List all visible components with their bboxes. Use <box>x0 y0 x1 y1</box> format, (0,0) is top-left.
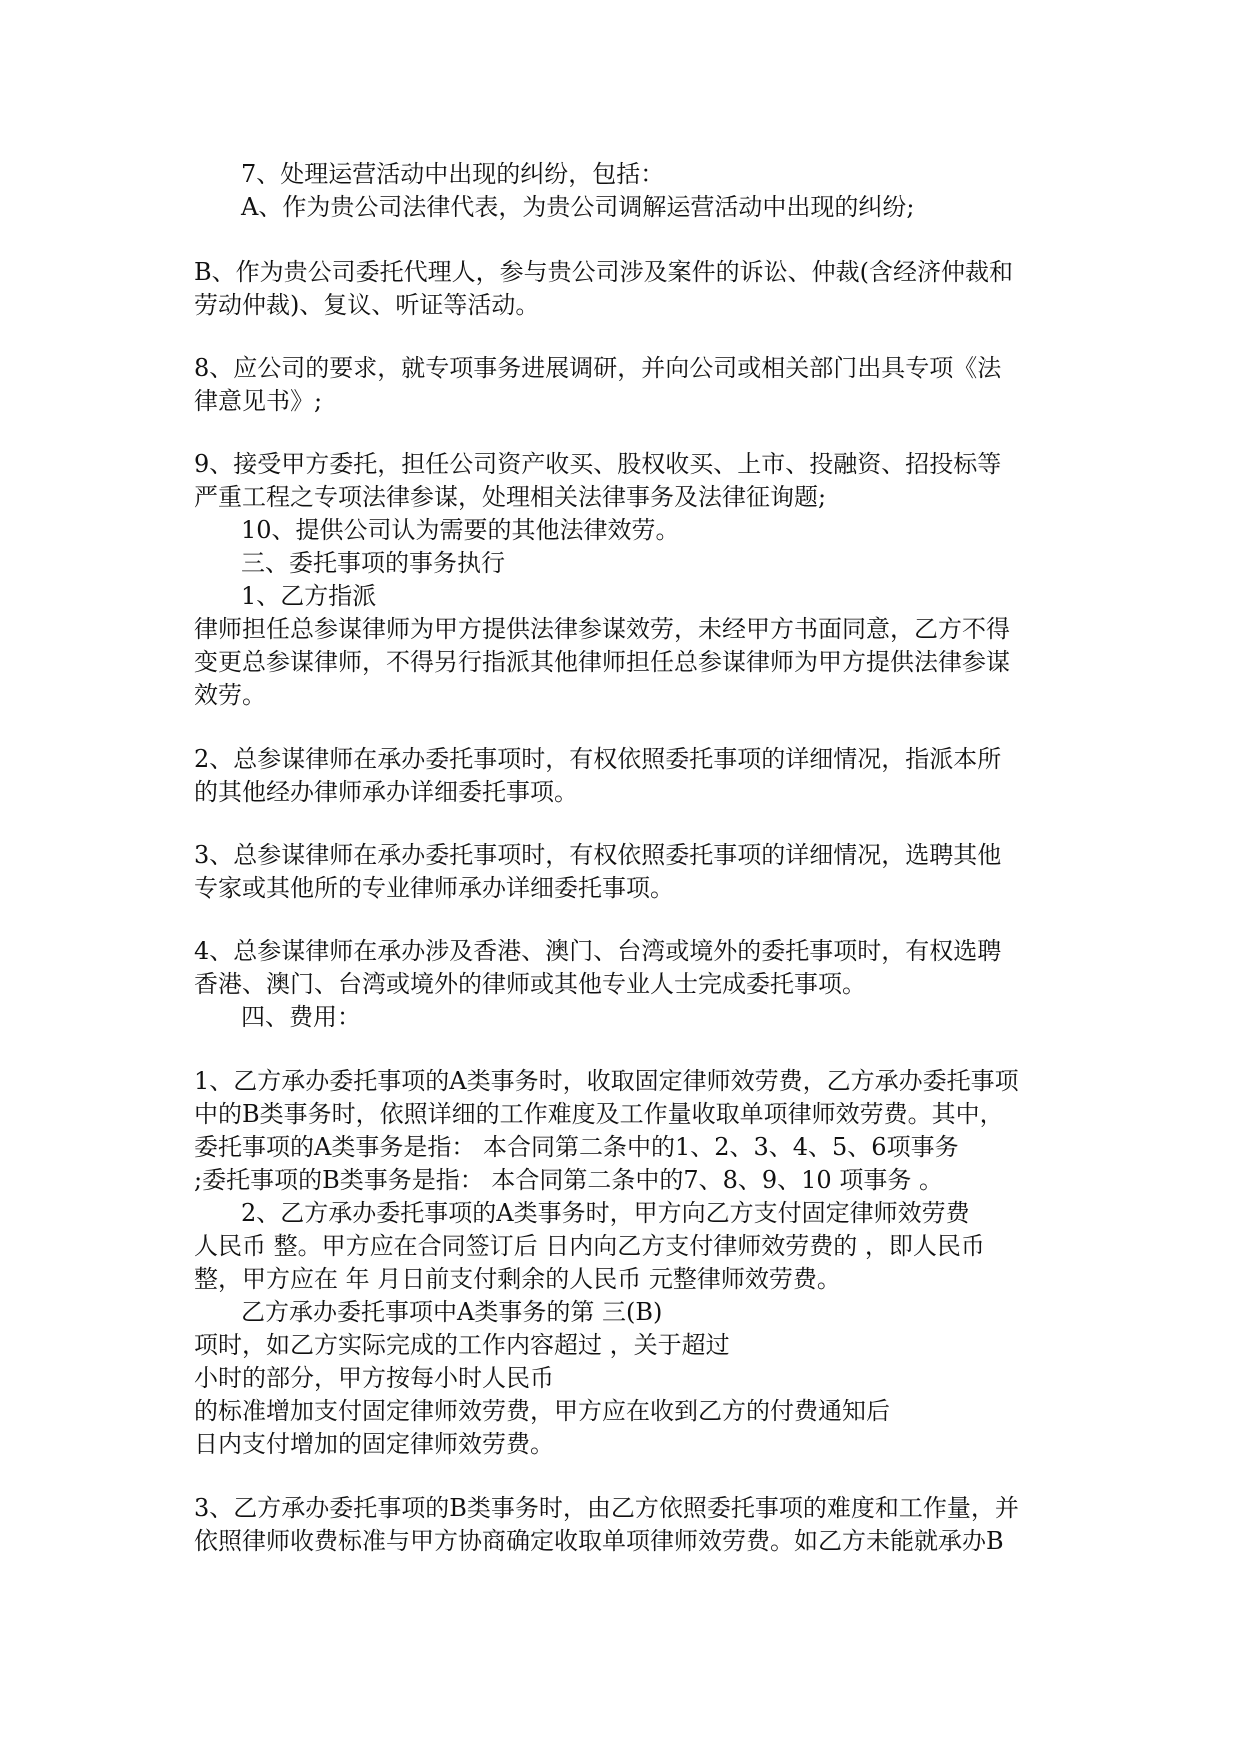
text-line: ;委托事项的B类事务是指： 本合同第二条中的7、8、9、10 项事务 。 <box>194 1166 943 1194</box>
text-line: 律意见书》; <box>194 387 323 415</box>
section-heading: 四、费用： <box>241 1003 361 1031</box>
section-heading: 三、委托事项的事务执行 <box>241 549 505 577</box>
text-line: 变更总参谋律师，不得另行指派其他律师担任总参谋律师为甲方提供法律参谋 <box>194 648 1010 676</box>
text-line: 4、总参谋律师在承办涉及香港、澳门、台湾或境外的委托事项时，有权选聘 <box>194 937 1002 965</box>
text-line: B、作为贵公司委托代理人，参与贵公司涉及案件的诉讼、仲裁(含经济仲裁和 <box>194 258 1013 286</box>
text-line: 的标准增加支付固定律师效劳费，甲方应在收到乙方的付费通知后 <box>194 1397 890 1425</box>
text-line: 委托事项的A类事务是指： 本合同第二条中的1、2、3、4、5、6项事务 <box>194 1133 959 1161</box>
text-line: 1、乙方承办委托事项的A类事务时，收取固定律师效劳费，乙方承办委托事项 <box>194 1067 1019 1095</box>
text-line: 整，甲方应在 年 月日前支付剩余的人民币 元整律师效劳费。 <box>194 1265 841 1293</box>
text-line: 小时的部分，甲方按每小时人民币 <box>194 1364 554 1392</box>
text-line: 10、提供公司认为需要的其他法律效劳。 <box>241 516 680 544</box>
text-line: 3、乙方承办委托事项的B类事务时，由乙方依照委托事项的难度和工作量，并 <box>194 1494 1019 1522</box>
text-line: 项时，如乙方实际完成的工作内容超过 ，关于超过 <box>194 1331 730 1359</box>
text-line: 2、乙方承办委托事项的A类事务时，甲方向乙方支付固定律师效劳费 <box>241 1199 970 1227</box>
text-line: A、作为贵公司法律代表，为贵公司调解运营活动中出现的纠纷; <box>241 193 915 221</box>
text-line: 劳动仲裁)、复议、听证等活动。 <box>194 291 540 319</box>
text-line: 严重工程之专项法律参谋，处理相关法律事务及法律征询题; <box>194 483 827 511</box>
text-line: 1、乙方指派 <box>241 582 377 610</box>
text-line: 专家或其他所的专业律师承办详细委托事项。 <box>194 874 674 902</box>
text-line: 律师担任总参谋律师为甲方提供法律参谋效劳，未经甲方书面同意，乙方不得 <box>194 615 1010 643</box>
text-line: 日内支付增加的固定律师效劳费。 <box>194 1430 554 1458</box>
text-line: 8、应公司的要求，就专项事务进展调研，并向公司或相关部门出具专项《法 <box>194 354 1002 382</box>
text-line: 依照律师收费标准与甲方协商确定收取单项律师效劳费。如乙方未能就承办B <box>194 1527 1004 1555</box>
text-line: 7、处理运营活动中出现的纠纷，包括： <box>241 160 665 188</box>
text-line: 人民币 整。甲方应在合同签订后 日内向乙方支付律师效劳费的 ，即人民币 <box>194 1232 985 1260</box>
text-line: 2、总参谋律师在承办委托事项时，有权依照委托事项的详细情况，指派本所 <box>194 745 1002 773</box>
text-line: 中的B类事务时，依照详细的工作难度及工作量收取单项律师效劳费。其中， <box>194 1100 1004 1128</box>
text-line: 效劳。 <box>194 681 266 709</box>
text-line: 9、接受甲方委托，担任公司资产收买、股权收买、上市、投融资、招投标等 <box>194 450 1002 478</box>
text-line: 3、总参谋律师在承办委托事项时，有权依照委托事项的详细情况，选聘其他 <box>194 841 1002 869</box>
text-line: 香港、澳门、台湾或境外的律师或其他专业人士完成委托事项。 <box>194 970 866 998</box>
text-line: 乙方承办委托事项中A类事务的第 三(B) <box>241 1298 663 1326</box>
text-line: 的其他经办律师承办详细委托事项。 <box>194 778 578 806</box>
